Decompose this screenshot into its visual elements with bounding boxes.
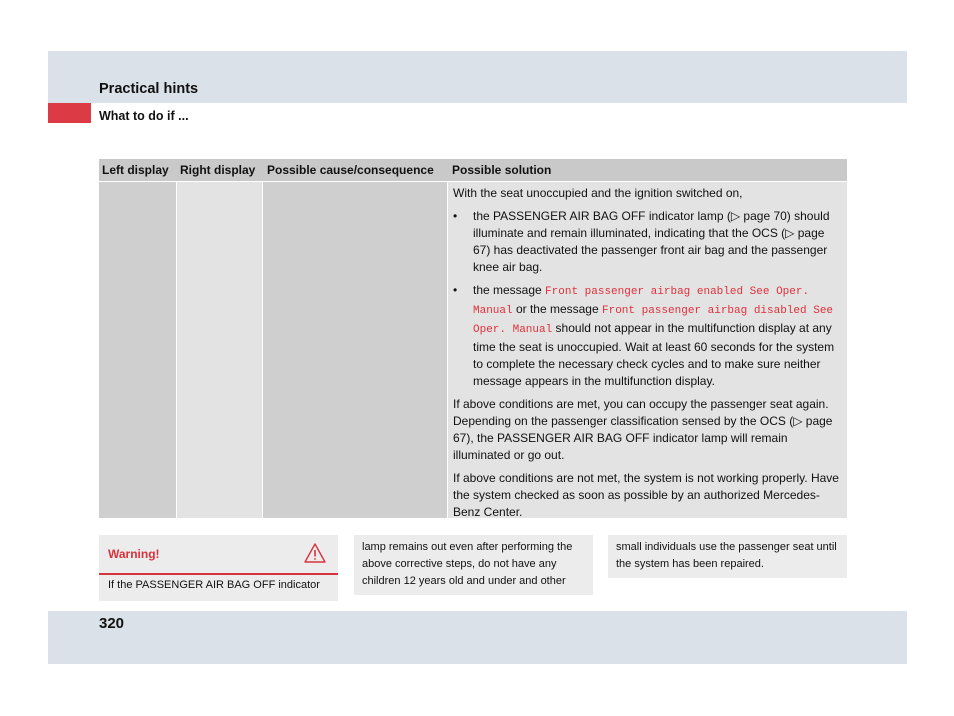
bullet-1-text: the PASSENGER AIR BAG OFF indicator lamp (▷ page 70) should illuminate and remain illuminated, indicating that the OCS (▷ page 67) has deactivated the passenger front air bag and the passenger knee air bag. [473, 209, 830, 274]
warning-header [99, 535, 338, 575]
bullet-icon: • [453, 283, 458, 297]
warning-continuation-1 [354, 535, 593, 595]
footer-band [48, 611, 907, 664]
solution-paragraph-3: If above conditions are not met, the system is not working properly. Have the system checked as soon as possible by an authorized Mercedes-Benz Center. [453, 471, 839, 519]
cell-left-display [99, 182, 176, 518]
bullet-2-pre: the message [473, 283, 546, 297]
section-title: Practical hints [99, 81, 199, 97]
solution-intro: With the seat unoccupied and the ignition switched on, [453, 186, 743, 200]
warning-text-part-3: small individuals use the passenger seat until the system has been repaired. [616, 541, 837, 570]
column-header-right-display: Right display [180, 163, 256, 177]
bullet-icon: • [453, 209, 458, 223]
warning-triangle-icon [304, 542, 326, 564]
column-header-cause: Possible cause/consequence [267, 163, 434, 177]
list-item [453, 282, 844, 390]
bullet-2-post: should not appear in the multifunction display at any time the seat is unoccupied. Wait at least 60 seconds for the system to complete the necessary check cycles and to make sure neither message appears in the multifunction display. [473, 321, 835, 388]
solution-text [453, 185, 844, 527]
table-header-row [99, 159, 847, 181]
warning-continuation-2 [608, 535, 847, 578]
column-header-solution: Possible solution [452, 163, 552, 177]
column-header-left-display: Left display [102, 163, 169, 177]
subsection-title: What to do if ... [99, 109, 189, 123]
cell-cause [263, 182, 447, 518]
warning-text-part-2: lamp remains out even after performing the above corrective steps, do not have any children 12 years old and under and other [362, 541, 573, 587]
bullet-2-mid: or the message [512, 302, 602, 316]
warning-title: Warning! [108, 547, 160, 561]
display-message-enabled: Front passenger airbag enabled See Oper. Manual [473, 286, 810, 317]
list-item [453, 208, 844, 276]
warning-box [99, 535, 338, 601]
section-marker [48, 103, 91, 123]
page-number: 320 [99, 615, 125, 632]
warning-text-part-1: If the PASSENGER AIR BAG OFF indicator [108, 579, 320, 591]
cell-right-display [177, 182, 262, 518]
solution-paragraph-2: If above conditions are met, you can occupy the passenger seat again. Depending on the passenger classification sensed by the OCS (▷ page 67), the PASSENGER AIR BAG OFF indicator lamp will remain illuminated or go out. [453, 397, 833, 462]
display-message-disabled: Front passenger airbag disabled See Oper. Manual [473, 305, 834, 336]
troubleshooting-table [99, 159, 847, 518]
